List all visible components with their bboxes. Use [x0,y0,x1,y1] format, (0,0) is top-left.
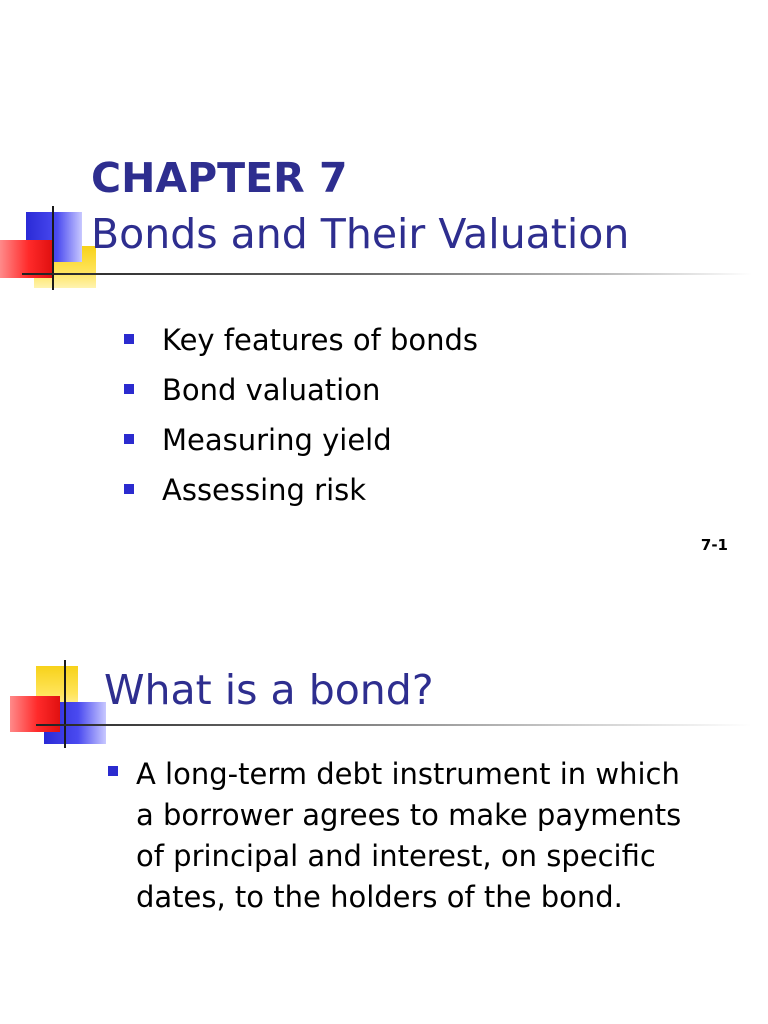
square-bullet-icon [124,384,134,394]
list-item-text-line: of principal and interest, on specific [136,839,656,873]
list-item [108,754,728,918]
slide-title: What is a bond? [104,666,434,714]
square-bullet-icon [124,434,134,444]
bullet-list [108,754,728,918]
list-item [124,468,478,518]
list-item [124,418,478,468]
slide-title: Bonds and Their Valuation [91,210,630,258]
square-bullet-icon [108,766,118,776]
list-item [124,368,478,418]
list-item [124,318,478,368]
list-item-text: Bond valuation [162,373,381,407]
list-item-text: Measuring yield [162,423,392,457]
list-item-text: Key features of bonds [162,323,479,357]
square-bullet-icon [124,334,134,344]
slide-number: 7-1 [700,536,728,554]
list-item-text-line: dates, to the holders of the bond. [136,880,623,914]
square-bullet-icon [124,484,134,494]
list-item-text: Assessing risk [162,473,367,507]
bullet-list [124,318,478,518]
slide-2 [0,600,768,1024]
list-item-text-line: A long-term debt instrument in which [136,757,680,791]
list-item-text-line: a borrower agrees to make payments [136,798,682,832]
chapter-label: CHAPTER 7 [91,154,348,202]
